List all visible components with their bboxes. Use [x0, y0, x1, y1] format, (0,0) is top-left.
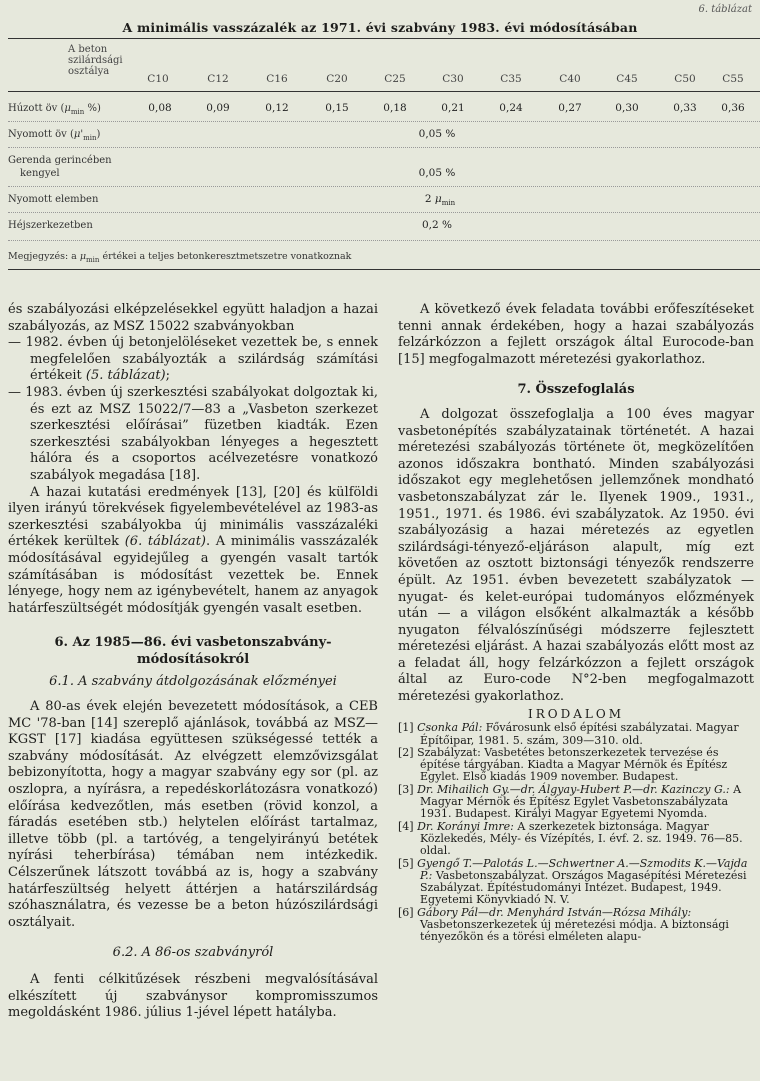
header-rule — [8, 91, 760, 92]
row-label-line: kengyel — [20, 168, 60, 179]
column-header: C55 — [722, 73, 744, 85]
table-cell: 0,33 — [673, 102, 697, 114]
reference-text: Fővárosunk első építési szabályzatai. Magyar Építőipar, 1981. 5. szám, 309—310. old. — [420, 721, 739, 747]
row-label-line: Gerenda gerincében — [8, 155, 112, 166]
reference-text: A Magyar Mérnök és Építész Egylet Vasbetonszabályzata 1931. Budapest. Királyi Magyar Egyetemi Nyomda. — [420, 782, 742, 821]
reference-item — [398, 784, 754, 821]
reference-author: Gábory Pál—dr. Menyhárd István—Rózsa Mihály: — [417, 905, 692, 919]
table-note: Megjegyzés: a $\mu_{min}$ értékei a teljes betonkeresztmetszetre vonatkoznak — [8, 251, 352, 264]
header-label — [68, 44, 148, 77]
reference-item — [398, 858, 754, 907]
header-label-line: szilárdsági — [68, 55, 123, 66]
table-bottom-rule — [8, 269, 760, 270]
subsection-heading: 6.1. A szabvány átdolgozásának előzményei — [49, 674, 337, 690]
table-cell: 0,36 — [721, 102, 745, 114]
column-header: C20 — [326, 73, 348, 85]
reference-author: Dr. Korányi Imre: — [417, 819, 514, 833]
paragraph: A hazai kutatási eredmények [13], [20] és külföldi ilyen irányú törekvések figyelembevételével az 1983-as szerkesztési szabályokba új minimális vasszázaléki értékek kerültek (6. táblázat). A minimális vasszázalék módosításával egyidejűleg a gyengén vasalt tartók számításában is módosítást vezettek be. Ennek lényege, hogy nem az igénybevételt, hanem az anyagok határfeszültségét módosítják gyengén vasalt esetben. — [8, 484, 378, 616]
table-cell: 0,2 % — [421, 219, 453, 231]
dash-item: — 1982. évben új betonjelöléseket vezettek be, s ennek megfelelően szabályozták a szilárdság számítási értékeit (5. táblázat); — [8, 335, 378, 384]
paragraph: A 80-as évek elején bevezetett módosítások, a CEB MC '78-ban [14] szereplő ajánlások, továbbá az MSZ—KGST [17] kiadása együttesen szükségessé tették a szabvány módosítását. Az elvégzett elemzővizsgálat bebizonyította, hogy a magyar szabvány egy sor (pl. az oszlopra, a nyírásra, a repedéskorlátozásra vonatkozó) előírása kedvezőtlen, más esetben (rövid konzol, a fáradás esetében stb.) helytelen előírást tartalmaz, illetve több (pl. a tartóvég, a tengelyirányú betétek nyírási teherbírása) témában nem intézkedik. Célszerűnek látszott továbbá az is, hogy a szabvány határfeszültség helyett áttérjen a határszilárdság szóhasználatra, és vezesse be a beton húzószilárdsági osztályait. — [8, 699, 378, 930]
reference-text: Szabályzat: Vasbetétes betonszerkezetek tervezése és építése tárgyában. Kiadta a Magyar Mérnök és Építész Egylet. Első kiadás 1909 november. Budapest. — [417, 745, 728, 784]
table-cell: 0,05 % — [418, 167, 456, 179]
reference-number: [3] — [398, 782, 414, 796]
subsection-heading: 6.2. A 86-os szabványról — [112, 945, 274, 961]
reference-text: A szerkezetek biztonsága. Magyar Közlekedés, Mély- és Vízépítés, I. évf. 2. sz. 1949. 76—85. oldal. — [420, 819, 743, 858]
row-label-stirrup — [8, 154, 112, 180]
row-separator — [8, 212, 760, 213]
reference-number: [2] — [398, 745, 414, 759]
table-cell: 0,24 — [499, 102, 523, 114]
header-label-line: osztálya — [68, 66, 110, 77]
references-title: IRODALOM — [528, 706, 624, 721]
column-header: C10 — [147, 73, 169, 85]
reference-author: Dr. Mihailich Gy.—dr. Álgyay-Hubert P.—dr. Kazinczy G.: — [417, 782, 730, 796]
table-cell: 2 $\mu_{min}$ — [424, 193, 456, 208]
page-label: 6. táblázat — [698, 4, 752, 15]
reference-number: [5] — [398, 856, 414, 870]
row-label-compressed-element: Nyomott elemben — [8, 194, 99, 205]
paragraph: és szabályozási elképzelésekkel együtt haladjon a hazai szabályozás, az MSZ 15022 szabványokban — [8, 302, 378, 334]
table-cell: 0,30 — [615, 102, 639, 114]
column-header: C16 — [266, 73, 288, 85]
column-header: C45 — [616, 73, 638, 85]
table-top-rule — [8, 38, 760, 39]
row-separator — [8, 240, 760, 241]
paragraph: A következő évek feladata további erőfeszítéseket tenni annak érdekében, hogy a hazai szabályozás felzárkózzon a fejlett országok által Eurocode-ban [15] megfogalmazott méretezési gyakorlathoz. — [398, 302, 754, 367]
table-cell: 0,15 — [325, 102, 349, 114]
table-cell: 0,09 — [206, 102, 230, 114]
column-header: C12 — [207, 73, 229, 85]
row-separator — [8, 121, 760, 122]
table-cell: 0,12 — [265, 102, 289, 114]
reference-number: [6] — [398, 905, 414, 919]
header-label-line: A beton — [68, 44, 108, 55]
reference-author: Gyengő T.—Palotás L.—Schwertner A.—Szmodits K.—Vajda P.: — [417, 856, 748, 882]
table-cell: 0,18 — [383, 102, 407, 114]
reference-item — [398, 722, 754, 747]
paragraph: A fenti célkitűzések részbeni megvalósításával elkészített új szabványsor kompromisszumos megoldásként 1986. július 1-jével lépett hatályba. — [8, 971, 378, 1021]
column-header: C30 — [442, 73, 464, 85]
row-label-compression: Nyomott öv $(\mu'_{min})$ — [8, 129, 101, 142]
row-label-shell: Héjszerkezetben — [8, 220, 93, 231]
column-header: C50 — [674, 73, 696, 85]
table-cell: 0,08 — [148, 102, 172, 114]
section-heading: 7. Összefoglalás — [517, 382, 635, 398]
left-column — [8, 302, 378, 1022]
row-label-tension: Húzott öv ($\mu_{min}$ %) — [8, 103, 101, 116]
column-header: C40 — [559, 73, 581, 85]
row-separator — [8, 186, 760, 187]
reference-author: Csonka Pál: — [417, 721, 483, 735]
right-column — [398, 302, 754, 944]
column-header: C25 — [384, 73, 406, 85]
row-separator — [8, 147, 760, 148]
section-heading: 6. Az 1985—86. évi vasbetonszabvány-módosításokról — [54, 635, 332, 667]
reference-text: Vasbetonszerkezetek új méretezési módja. A biztonsági tényezőkön és a törési elméleten alapu- — [420, 918, 729, 944]
table-cell: 0,21 — [441, 102, 465, 114]
table-cell: 0,05 % — [418, 128, 456, 140]
reference-text: Vasbetonszabályzat. Országos Magasépítési Méretezési Szabályzat. Építéstudományi Intézet. Budapest, 1949. Egyetemi Könyvkiadó N. V. — [420, 868, 747, 907]
reference-item — [398, 907, 754, 944]
paragraph: A dolgozat összefoglalja a 100 éves magyar vasbetonépítés szabályzatainak történetét. A hazai méretezési szabályozás története öt, megközelítően azonos időszakra bontható. Minden szabályozási időszakot egy meglehetősen jellemzőnek mondható vasbetonszabályzat zár le. Ilyenek 1909., 1931., 1951., 1971. és 1986. évi szabályzatok. Az 1950. évi szabályozásig a hazai méretezés az egyetlen szilárdsági-tényező-eljáráson alapult, míg ezt követően az osztott biztonsági tényezők rendszerre épült. Az 1951. évben bevezetett szabályzatok — nyugat- és kelet-európai tudományos előzmények után — a világon elsőként alkalmazták a később nyugaton félvalószínűségi módszerre fejlesztett méretezési eljárást. A hazai szabályozás előtt most az a feladat áll, hogy felzárkózzon a fejlett országok által az Euro-code N°2-ben megfogalmazott méretezési gyakorlathoz. — [398, 406, 754, 705]
table-title: A minimális vasszázalék az 1971. évi szabvány 1983. évi módosításában — [122, 20, 638, 35]
table-cell: 0,27 — [558, 102, 582, 114]
reference-number: [4] — [398, 819, 414, 833]
dash-item: — 1983. évben új szerkesztési szabályokat dolgoztak ki, és ezt az MSZ 15022/7—83 a „Vasbeton szerkezet szerkesztési előírásai” füzetben kiadták. Ezen szerkesztési szabályokban lényeges a hegesztett hálóra és a csoportos acélvezetésre vonatkozó szabályok megadása [18]. — [8, 384, 378, 483]
reference-item — [398, 747, 754, 784]
reference-number: [1] — [398, 721, 414, 735]
reference-item — [398, 821, 754, 858]
column-header: C35 — [500, 73, 522, 85]
